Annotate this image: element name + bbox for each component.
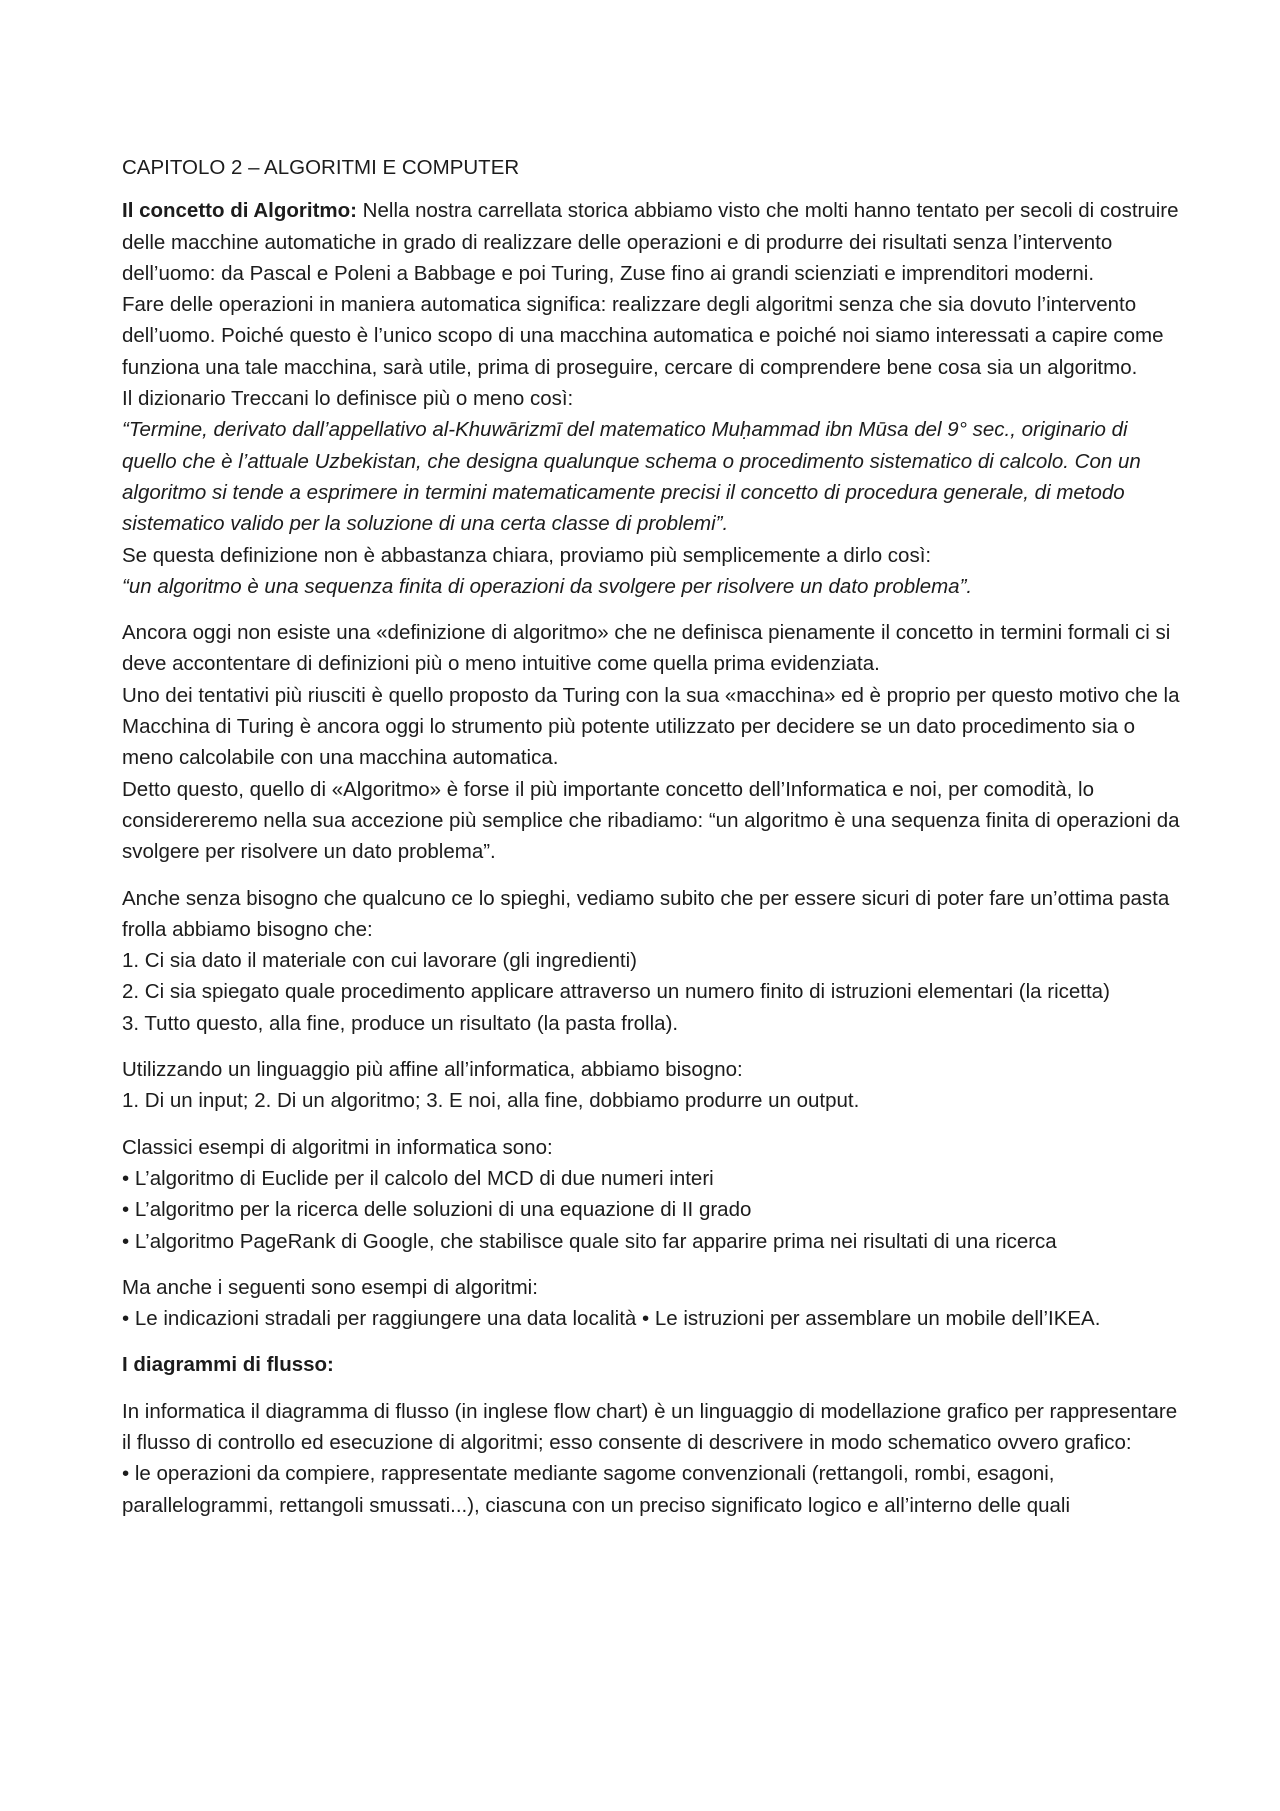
list-item: • L’algoritmo per la ricerca delle soluzioni di una equazione di II grado (122, 1198, 752, 1222)
paragraph: Uno dei tentativi più riusciti è quello proposto da Turing con la sua «macchina» ed è proprio per questo motivo che la Macchina di Turing è ancora oggi lo strumento più potente utilizzato per decidere se un dato procedimento sia o meno calcolabile con una macchina automatica. (122, 683, 1180, 770)
list-item: 3. Tutto questo, alla fine, produce un risultato (la pasta frolla). (122, 1011, 679, 1035)
paragraph: Il dizionario Treccani lo definisce più o meno così: (122, 387, 574, 411)
paragraph: Utilizzando un linguaggio più affine all’informatica, abbiamo bisogno: (122, 1058, 743, 1082)
heading-text: I diagrammi di flusso: (122, 1353, 334, 1377)
list-item: • L’algoritmo di Euclide per il calcolo del MCD di due numeri interi (122, 1166, 714, 1190)
list-item: 1. Ci sia dato il materiale con cui lavorare (gli ingredienti) (122, 949, 638, 973)
quote-definition (122, 571, 1182, 602)
paragraph: Ancora oggi non esiste una «definizione di algoritmo» che ne definisca pienamente il concetto in termini formali ci si deve accontentare di definizioni più o meno intuitive come quella prima evidenziata. (122, 621, 1171, 676)
paragraph: Fare delle operazioni in maniera automatica significa: realizzare degli algoritmi senza che sia dovuto l’intervento dell’uomo. Poiché questo è l’unico scopo di una macchina automatica e poiché noi siamo interessati a capire come funziona una tale macchina, sarà utile, prima di proseguire, cercare di comprendere bene cosa sia un algoritmo. (122, 293, 1164, 379)
paragraph: Anche senza bisogno che qualcuno ce lo spieghi, vediamo subito che per essere sicuri di poter fare un’ottima pasta frolla abbiamo bisogno che: (122, 886, 1170, 941)
quote-text: “Termine, derivato dall’appellativo al-Khuwārizmī del matematico Muḥammad ibn Mūsa del 9° sec., originario di quello che è l’attuale Uzbekistan, che designa qualunque schema o procedimento sistematico di calcolo. Con un algoritmo si tende a esprimere in termini matematicamente precisi il concetto di procedura generale, di metodo sistematico valido per la soluzione di una certa classe di problemi”. (122, 418, 1141, 536)
section-heading-flowchart (122, 1349, 1182, 1380)
list-item: 2. Ci sia spiegato quale procedimento applicare attraverso un numero finito di istruzioni elementari (la ricetta) (122, 980, 1110, 1004)
list-item: • L’algoritmo PageRank di Google, che stabilisce quale sito far apparire prima nei risultati di una ricerca (122, 1229, 1057, 1253)
list-line: • Le indicazioni stradali per raggiungere una data località • Le istruzioni per assemblare un mobile dell’IKEA. (122, 1307, 1101, 1331)
paragraph-text: Nella nostra carrellata storica abbiamo visto che molti hanno tentato per secoli di costruire delle macchine automatiche in grado di realizzare delle operazioni e di produrre dei risultati senza l’intervento dell’uomo: da Pascal e Poleni a Babbage e poi Turing, Zuse fino ai grandi scienziati e imprenditori moderni. (122, 199, 1179, 285)
list-item: • le operazioni da compiere, rappresentate mediante sagome convenzionali (rettangoli, rombi, esagoni, parallelogrammi, rettangoli smussati...), ciascuna con un preciso significato logico e all’interno delle quali (122, 1462, 1071, 1517)
section-heading-algorithm: Il concetto di Algoritmo: (122, 199, 357, 223)
paragraph: Classici esempi di algoritmi in informatica sono: (122, 1135, 553, 1159)
paragraph: Se questa definizione non è abbastanza chiara, proviamo più semplicemente a dirlo così: (122, 543, 932, 567)
paragraph: Detto questo, quello di «Algoritmo» è forse il più importante concetto dell’Informatica e noi, per comodità, lo considereremo nella sua accezione più semplice che ribadiamo: “un algoritmo è una sequenza finita di operazioni da svolgere per risolvere un dato problema”. (122, 777, 1180, 864)
quote-treccani (122, 414, 1182, 539)
chapter-title: CAPITOLO 2 – ALGORITMI E COMPUTER (122, 156, 520, 179)
quote-text: “un algoritmo è una sequenza finita di operazioni da svolgere per risolvere un dato problema”. (122, 574, 973, 598)
list-line: 1. Di un input; 2. Di un algoritmo; 3. E noi, alla fine, dobbiamo produrre un output. (122, 1089, 860, 1113)
paragraph-algorithm-concept (122, 195, 1182, 289)
paragraph: In informatica il diagramma di flusso (in inglese flow chart) è un linguaggio di modellazione grafico per rappresentare il flusso di controllo ed esecuzione di algoritmi; esso consente di descrivere in modo schematico ovvero grafico: (122, 1399, 1178, 1454)
document-page (122, 152, 1182, 1521)
paragraph: Ma anche i seguenti sono esempi di algoritmi: (122, 1275, 538, 1299)
